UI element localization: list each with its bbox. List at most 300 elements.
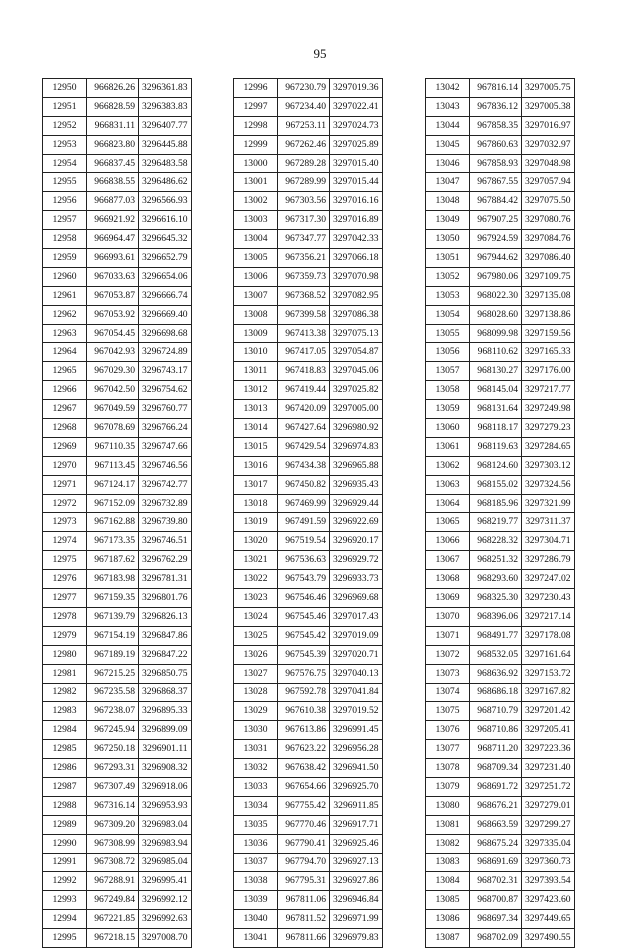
x-coordinate-cell: 967235.58 (87, 683, 139, 702)
y-coordinate-cell: 3297178.08 (522, 626, 575, 645)
table-row (43, 154, 192, 173)
point-id-cell: 12964 (43, 343, 87, 362)
point-id-cell: 13066 (426, 532, 470, 551)
x-coordinate-cell: 967042.93 (87, 343, 139, 362)
point-id-cell: 12983 (43, 702, 87, 721)
table-row (234, 513, 383, 532)
point-id-cell: 12982 (43, 683, 87, 702)
y-coordinate-cell: 3297201.42 (522, 702, 575, 721)
y-coordinate-cell: 3297041.84 (330, 683, 383, 702)
point-id-cell: 13080 (426, 796, 470, 815)
table-row (43, 192, 192, 211)
x-coordinate-cell: 968145.04 (470, 381, 522, 400)
y-coordinate-cell: 3297042.33 (330, 230, 383, 249)
table-row (426, 853, 575, 872)
table-row (426, 683, 575, 702)
x-coordinate-cell: 967399.58 (278, 305, 330, 324)
point-id-cell: 12954 (43, 154, 87, 173)
point-id-cell: 12972 (43, 494, 87, 513)
y-coordinate-cell: 3296566.93 (139, 192, 192, 211)
x-coordinate-cell: 967309.20 (87, 815, 139, 834)
x-coordinate-cell: 968711.20 (470, 740, 522, 759)
y-coordinate-cell: 3297135.08 (522, 286, 575, 305)
table-row (234, 721, 383, 740)
table-row (43, 230, 192, 249)
x-coordinate-cell: 968709.34 (470, 759, 522, 778)
table-row (426, 343, 575, 362)
x-coordinate-cell: 967139.79 (87, 607, 139, 626)
table-row (426, 419, 575, 438)
point-id-cell: 12984 (43, 721, 87, 740)
y-coordinate-cell: 3296645.32 (139, 230, 192, 249)
y-coordinate-cell: 3297303.12 (522, 456, 575, 475)
point-id-cell: 13034 (234, 796, 278, 815)
table-row (234, 419, 383, 438)
point-id-cell: 13009 (234, 324, 278, 343)
x-coordinate-cell: 967110.35 (87, 437, 139, 456)
x-coordinate-cell: 967654.66 (278, 777, 330, 796)
x-coordinate-cell: 967794.70 (278, 853, 330, 872)
y-coordinate-cell: 3297153.72 (522, 664, 575, 683)
y-coordinate-cell: 3296899.09 (139, 721, 192, 740)
table-row (234, 796, 383, 815)
x-coordinate-cell: 967811.06 (278, 891, 330, 910)
point-id-cell: 13049 (426, 211, 470, 230)
point-id-cell: 13022 (234, 570, 278, 589)
y-coordinate-cell: 3296742.77 (139, 475, 192, 494)
x-coordinate-cell: 968028.60 (470, 305, 522, 324)
table-row (234, 759, 383, 778)
x-coordinate-cell: 968022.30 (470, 286, 522, 305)
table-row (426, 400, 575, 419)
point-id-cell: 13032 (234, 759, 278, 778)
x-coordinate-cell: 967858.35 (470, 116, 522, 135)
table-row (43, 173, 192, 192)
table-row (234, 400, 383, 419)
table-row (234, 324, 383, 343)
y-coordinate-cell: 3296847.86 (139, 626, 192, 645)
x-coordinate-cell: 967053.87 (87, 286, 139, 305)
table-row (426, 79, 575, 98)
point-id-cell: 12978 (43, 607, 87, 626)
y-coordinate-cell: 3297024.73 (330, 116, 383, 135)
table-row (426, 173, 575, 192)
point-id-cell: 12960 (43, 267, 87, 286)
point-id-cell: 12977 (43, 589, 87, 608)
table-row (426, 551, 575, 570)
point-id-cell: 13015 (234, 437, 278, 456)
x-coordinate-cell: 967308.99 (87, 834, 139, 853)
y-coordinate-cell: 3297019.09 (330, 626, 383, 645)
point-id-cell: 13082 (426, 834, 470, 853)
y-coordinate-cell: 3297360.73 (522, 853, 575, 872)
point-id-cell: 12992 (43, 872, 87, 891)
x-coordinate-cell: 967238.07 (87, 702, 139, 721)
coordinate-table-middle (233, 78, 383, 948)
point-id-cell: 13073 (426, 664, 470, 683)
x-coordinate-cell: 967289.28 (278, 154, 330, 173)
point-id-cell: 13026 (234, 645, 278, 664)
table-row (43, 872, 192, 891)
point-id-cell: 13065 (426, 513, 470, 532)
point-id-cell: 12958 (43, 230, 87, 249)
x-coordinate-cell: 967867.55 (470, 173, 522, 192)
point-id-cell: 12979 (43, 626, 87, 645)
x-coordinate-cell: 967154.19 (87, 626, 139, 645)
x-coordinate-cell: 967293.31 (87, 759, 139, 778)
table-row (43, 249, 192, 268)
y-coordinate-cell: 3297176.00 (522, 362, 575, 381)
table-row (426, 494, 575, 513)
x-coordinate-cell: 967836.12 (470, 97, 522, 116)
point-id-cell: 13016 (234, 456, 278, 475)
table-row (43, 475, 192, 494)
point-id-cell: 12976 (43, 570, 87, 589)
table-row (234, 702, 383, 721)
table-row (234, 664, 383, 683)
x-coordinate-cell: 968697.34 (470, 910, 522, 929)
coordinate-table-left (42, 78, 192, 948)
point-id-cell: 13086 (426, 910, 470, 929)
table-row (234, 910, 383, 929)
table-row (234, 286, 383, 305)
x-coordinate-cell: 968700.87 (470, 891, 522, 910)
y-coordinate-cell: 3297311.37 (522, 513, 575, 532)
x-coordinate-cell: 967429.54 (278, 437, 330, 456)
point-id-cell: 12973 (43, 513, 87, 532)
y-coordinate-cell: 3297217.14 (522, 607, 575, 626)
x-coordinate-cell: 968710.79 (470, 702, 522, 721)
x-coordinate-cell: 967317.30 (278, 211, 330, 230)
table-row (426, 759, 575, 778)
x-coordinate-cell: 967858.93 (470, 154, 522, 173)
point-id-cell: 12967 (43, 400, 87, 419)
y-coordinate-cell: 3296743.17 (139, 362, 192, 381)
point-id-cell: 13074 (426, 683, 470, 702)
x-coordinate-cell: 967218.15 (87, 929, 139, 948)
point-id-cell: 13075 (426, 702, 470, 721)
table-row (234, 362, 383, 381)
table-row (234, 891, 383, 910)
x-coordinate-cell: 967924.59 (470, 230, 522, 249)
table-row (426, 249, 575, 268)
point-id-cell: 13048 (426, 192, 470, 211)
point-id-cell: 13037 (234, 853, 278, 872)
x-coordinate-cell: 967907.25 (470, 211, 522, 230)
point-id-cell: 13050 (426, 230, 470, 249)
y-coordinate-cell: 3297057.94 (522, 173, 575, 192)
y-coordinate-cell: 3296847.22 (139, 645, 192, 664)
point-id-cell: 13007 (234, 286, 278, 305)
y-coordinate-cell: 3297019.52 (330, 702, 383, 721)
point-id-cell: 12965 (43, 362, 87, 381)
x-coordinate-cell: 967576.75 (278, 664, 330, 683)
y-coordinate-cell: 3296666.74 (139, 286, 192, 305)
page-number: 95 (313, 46, 327, 61)
y-coordinate-cell: 3296383.83 (139, 97, 192, 116)
x-coordinate-cell: 967420.09 (278, 400, 330, 419)
x-coordinate-cell: 968675.24 (470, 834, 522, 853)
y-coordinate-cell: 3296754.62 (139, 381, 192, 400)
x-coordinate-cell: 967417.05 (278, 343, 330, 362)
y-coordinate-cell: 3296747.66 (139, 437, 192, 456)
table-row (43, 777, 192, 796)
point-id-cell: 13004 (234, 230, 278, 249)
table-row (426, 702, 575, 721)
y-coordinate-cell: 3296980.92 (330, 419, 383, 438)
table-row (234, 683, 383, 702)
x-coordinate-cell: 968691.69 (470, 853, 522, 872)
table-row (234, 570, 383, 589)
table-row (234, 135, 383, 154)
y-coordinate-cell: 3296917.71 (330, 815, 383, 834)
y-coordinate-cell: 3297251.72 (522, 777, 575, 796)
x-coordinate-cell: 968119.63 (470, 437, 522, 456)
point-id-cell: 12962 (43, 305, 87, 324)
point-id-cell: 13031 (234, 740, 278, 759)
x-coordinate-cell: 967347.77 (278, 230, 330, 249)
table-row (43, 815, 192, 834)
table-row (234, 853, 383, 872)
table-row (234, 494, 383, 513)
point-id-cell: 12988 (43, 796, 87, 815)
point-id-cell: 13056 (426, 343, 470, 362)
table-row (43, 929, 192, 948)
table-row (234, 211, 383, 230)
table-row (234, 381, 383, 400)
table-row (43, 910, 192, 929)
x-coordinate-cell: 967250.18 (87, 740, 139, 759)
table-row (426, 437, 575, 456)
x-coordinate-cell: 967033.63 (87, 267, 139, 286)
y-coordinate-cell: 3297084.76 (522, 230, 575, 249)
y-coordinate-cell: 3296698.68 (139, 324, 192, 343)
table-row (234, 79, 383, 98)
y-coordinate-cell: 3296983.94 (139, 834, 192, 853)
x-coordinate-cell: 967450.82 (278, 475, 330, 494)
y-coordinate-cell: 3296895.33 (139, 702, 192, 721)
y-coordinate-cell: 3296946.84 (330, 891, 383, 910)
y-coordinate-cell: 3296953.93 (139, 796, 192, 815)
point-id-cell: 13010 (234, 343, 278, 362)
point-id-cell: 12968 (43, 419, 87, 438)
point-id-cell: 13052 (426, 267, 470, 286)
point-id-cell: 13023 (234, 589, 278, 608)
y-coordinate-cell: 3297161.64 (522, 645, 575, 664)
x-coordinate-cell: 968710.86 (470, 721, 522, 740)
point-id-cell: 12993 (43, 891, 87, 910)
point-id-cell: 12963 (43, 324, 87, 343)
table-row (234, 97, 383, 116)
point-id-cell: 13002 (234, 192, 278, 211)
x-coordinate-cell: 967303.56 (278, 192, 330, 211)
point-id-cell: 12970 (43, 456, 87, 475)
table-row (426, 230, 575, 249)
point-id-cell: 13067 (426, 551, 470, 570)
point-id-cell: 13079 (426, 777, 470, 796)
x-coordinate-cell: 967230.79 (278, 79, 330, 98)
point-id-cell: 13076 (426, 721, 470, 740)
table-row (43, 324, 192, 343)
table-row (43, 97, 192, 116)
point-id-cell: 12956 (43, 192, 87, 211)
y-coordinate-cell: 3296407.77 (139, 116, 192, 135)
y-coordinate-cell: 3297324.56 (522, 475, 575, 494)
table-row (234, 551, 383, 570)
table-row (234, 343, 383, 362)
x-coordinate-cell: 967790.41 (278, 834, 330, 853)
x-coordinate-cell: 967491.59 (278, 513, 330, 532)
table-row (426, 815, 575, 834)
x-coordinate-cell: 967610.38 (278, 702, 330, 721)
table-row (234, 173, 383, 192)
table-row (43, 305, 192, 324)
y-coordinate-cell: 3296935.43 (330, 475, 383, 494)
y-coordinate-cell: 3297015.44 (330, 173, 383, 192)
y-coordinate-cell: 3297490.55 (522, 929, 575, 948)
y-coordinate-cell: 3297045.06 (330, 362, 383, 381)
y-coordinate-cell: 3296908.32 (139, 759, 192, 778)
y-coordinate-cell: 3296616.10 (139, 211, 192, 230)
point-id-cell: 12998 (234, 116, 278, 135)
point-id-cell: 12961 (43, 286, 87, 305)
table-row (43, 664, 192, 683)
point-id-cell: 13006 (234, 267, 278, 286)
x-coordinate-cell: 967860.63 (470, 135, 522, 154)
x-coordinate-cell: 968219.77 (470, 513, 522, 532)
point-id-cell: 13018 (234, 494, 278, 513)
y-coordinate-cell: 3297019.36 (330, 79, 383, 98)
table-row (234, 740, 383, 759)
y-coordinate-cell: 3297393.54 (522, 872, 575, 891)
x-coordinate-cell: 967536.63 (278, 551, 330, 570)
x-coordinate-cell: 967613.86 (278, 721, 330, 740)
point-id-cell: 12975 (43, 551, 87, 570)
point-id-cell: 13077 (426, 740, 470, 759)
x-coordinate-cell: 968686.18 (470, 683, 522, 702)
point-id-cell: 13014 (234, 419, 278, 438)
point-id-cell: 13062 (426, 456, 470, 475)
table-row (426, 211, 575, 230)
table-row (234, 456, 383, 475)
point-id-cell: 13030 (234, 721, 278, 740)
x-coordinate-cell: 967623.22 (278, 740, 330, 759)
y-coordinate-cell: 3296925.46 (330, 834, 383, 853)
table-row (426, 532, 575, 551)
table-row (234, 192, 383, 211)
point-id-cell: 13001 (234, 173, 278, 192)
y-coordinate-cell: 3296983.04 (139, 815, 192, 834)
x-coordinate-cell: 966828.59 (87, 97, 139, 116)
point-id-cell: 12995 (43, 929, 87, 948)
x-coordinate-cell: 966823.80 (87, 135, 139, 154)
point-id-cell: 13020 (234, 532, 278, 551)
y-coordinate-cell: 3297138.86 (522, 305, 575, 324)
table-row (43, 740, 192, 759)
point-id-cell: 13055 (426, 324, 470, 343)
point-id-cell: 13087 (426, 929, 470, 948)
point-id-cell: 13041 (234, 929, 278, 948)
table-row (234, 116, 383, 135)
y-coordinate-cell: 3297086.40 (522, 249, 575, 268)
x-coordinate-cell: 968396.06 (470, 607, 522, 626)
x-coordinate-cell: 968702.31 (470, 872, 522, 891)
point-id-cell: 12951 (43, 97, 87, 116)
point-id-cell: 12953 (43, 135, 87, 154)
point-id-cell: 13053 (426, 286, 470, 305)
point-id-cell: 12950 (43, 79, 87, 98)
table-row (43, 570, 192, 589)
point-id-cell: 13039 (234, 891, 278, 910)
table-row (426, 475, 575, 494)
point-id-cell: 13035 (234, 815, 278, 834)
table-row (426, 645, 575, 664)
table-row (426, 834, 575, 853)
point-id-cell: 12994 (43, 910, 87, 929)
x-coordinate-cell: 967519.54 (278, 532, 330, 551)
y-coordinate-cell: 3297205.41 (522, 721, 575, 740)
x-coordinate-cell: 967262.46 (278, 135, 330, 154)
x-coordinate-cell: 967755.42 (278, 796, 330, 815)
x-coordinate-cell: 966837.45 (87, 154, 139, 173)
point-id-cell: 13078 (426, 759, 470, 778)
point-id-cell: 13083 (426, 853, 470, 872)
y-coordinate-cell: 3297040.13 (330, 664, 383, 683)
y-coordinate-cell: 3297016.16 (330, 192, 383, 211)
table-row (234, 645, 383, 664)
x-coordinate-cell: 968491.77 (470, 626, 522, 645)
table-row (426, 929, 575, 948)
x-coordinate-cell: 967545.46 (278, 607, 330, 626)
y-coordinate-cell: 3296781.31 (139, 570, 192, 589)
point-id-cell: 13071 (426, 626, 470, 645)
y-coordinate-cell: 3297022.41 (330, 97, 383, 116)
y-coordinate-cell: 3297016.97 (522, 116, 575, 135)
point-id-cell: 12959 (43, 249, 87, 268)
y-coordinate-cell: 3296739.80 (139, 513, 192, 532)
table-row (426, 891, 575, 910)
x-coordinate-cell: 967944.62 (470, 249, 522, 268)
y-coordinate-cell: 3297423.60 (522, 891, 575, 910)
table-row (426, 589, 575, 608)
point-id-cell: 13084 (426, 872, 470, 891)
x-coordinate-cell: 967162.88 (87, 513, 139, 532)
x-coordinate-cell: 967980.06 (470, 267, 522, 286)
x-coordinate-cell: 967249.84 (87, 891, 139, 910)
point-id-cell: 13000 (234, 154, 278, 173)
x-coordinate-cell: 967113.45 (87, 456, 139, 475)
table-row (43, 116, 192, 135)
y-coordinate-cell: 3297008.70 (139, 929, 192, 948)
point-id-cell: 13021 (234, 551, 278, 570)
y-coordinate-cell: 3296985.04 (139, 853, 192, 872)
y-coordinate-cell: 3297249.98 (522, 400, 575, 419)
point-id-cell: 13019 (234, 513, 278, 532)
point-id-cell: 13044 (426, 116, 470, 135)
y-coordinate-cell: 3297335.04 (522, 834, 575, 853)
y-coordinate-cell: 3296801.76 (139, 589, 192, 608)
x-coordinate-cell: 967189.19 (87, 645, 139, 664)
x-coordinate-cell: 967419.44 (278, 381, 330, 400)
y-coordinate-cell: 3297005.38 (522, 97, 575, 116)
y-coordinate-cell: 3296956.28 (330, 740, 383, 759)
point-id-cell: 12999 (234, 135, 278, 154)
y-coordinate-cell: 3297005.75 (522, 79, 575, 98)
y-coordinate-cell: 3297217.77 (522, 381, 575, 400)
y-coordinate-cell: 3296925.70 (330, 777, 383, 796)
y-coordinate-cell: 3296991.45 (330, 721, 383, 740)
y-coordinate-cell: 3297016.89 (330, 211, 383, 230)
